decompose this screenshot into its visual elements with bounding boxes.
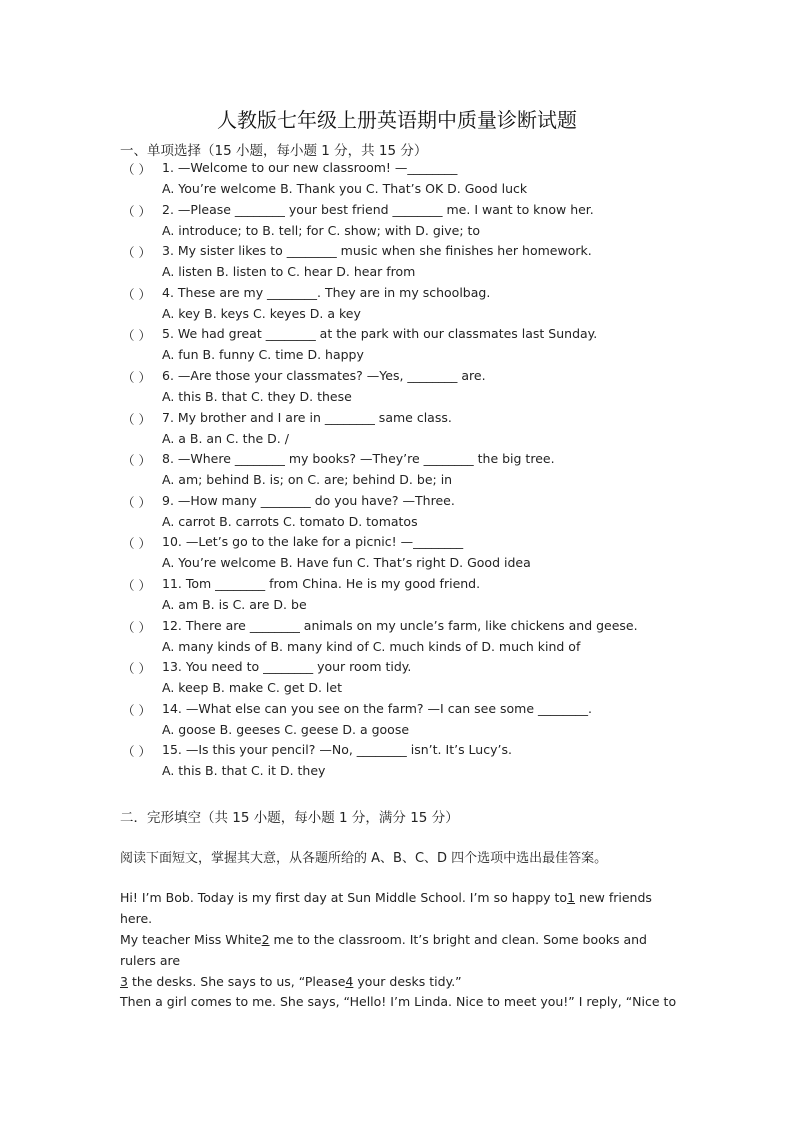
question-stem: 7. My brother and I are in ________ same class. [162, 410, 452, 425]
question-item [122, 493, 455, 513]
question-item [122, 701, 592, 721]
question-item [122, 243, 592, 263]
question-options: A. goose B. geeses C. geese D. a goose [162, 722, 410, 737]
question-item [122, 451, 555, 471]
question-stem: 10. —Let’s go to the lake for a picnic! —________ [162, 534, 464, 549]
answer-parentheses: （ ） [122, 287, 151, 302]
question-options: A. introduce; to B. tell; for C. show; with D. give; to [162, 223, 481, 238]
answer-parentheses: （ ） [122, 744, 151, 759]
question-options: A. this B. that C. they D. these [162, 389, 352, 404]
question-item [122, 618, 638, 638]
question-stem: 4. These are my ________. They are in my schoolbag. [162, 285, 491, 300]
answer-parentheses: （ ） [122, 578, 151, 593]
question-options: A. am; behind B. is; on C. are; behind D. be; in [162, 472, 453, 487]
passage-paragraph-2 [120, 929, 680, 992]
passage-paragraph-3: Then a girl comes to me. She says, “Hello! I’m Linda. Nice to meet you!” I reply, “Nice to [120, 994, 677, 1009]
question-options: A. fun B. funny C. time D. happy [162, 347, 364, 362]
question-stem: 8. —Where ________ my books? —They’re ________ the big tree. [162, 451, 555, 466]
question-options: A. a B. an C. the D. / [162, 431, 289, 446]
answer-parentheses: （ ） [122, 661, 151, 676]
section2-instruction: 阅读下面短文，掌握其大意，从各题所给的 A、B、C、D 四个选项中选出最佳答案。 [120, 851, 608, 866]
question-stem: 9. —How many ________ do you have? —Three. [162, 493, 455, 508]
question-stem: 14. —What else can you see on the farm? —I can see some ________. [162, 701, 592, 716]
question-options: A. many kinds of B. many kind of C. much kinds of D. much kind of [162, 639, 581, 654]
passage-text: me to the classroom. It’s bright and clean. Some books and rulers are [120, 932, 647, 968]
blank-number: 4 [345, 974, 354, 989]
answer-parentheses: （ ） [122, 703, 151, 718]
question-stem: 12. There are ________ animals on my uncle’s farm, like chickens and geese. [162, 618, 638, 633]
question-options: A. You’re welcome B. Thank you C. That’s OK D. Good luck [162, 181, 528, 196]
question-options: A. carrot B. carrots C. tomato D. tomatos [162, 514, 418, 529]
answer-parentheses: （ ） [122, 620, 151, 635]
question-options: A. key B. keys C. keyes D. a key [162, 306, 361, 321]
question-item [122, 160, 458, 180]
exam-title: 人教版七年级上册英语期中质量诊断试题 [217, 108, 577, 132]
passage-text: My teacher Miss White [120, 932, 262, 947]
question-stem: 11. Tom ________ from China. He is my good friend. [162, 576, 481, 591]
question-options: A. listen B. listen to C. hear D. hear from [162, 264, 416, 279]
question-options: A. am B. is C. are D. be [162, 597, 307, 612]
section1-heading: 一、单项选择（15 小题，每小题 1 分，共 15 分） [120, 143, 428, 159]
question-options: A. You’re welcome B. Have fun C. That’s right D. Good idea [162, 555, 531, 570]
answer-parentheses: （ ） [122, 370, 151, 385]
question-item [122, 368, 486, 388]
question-stem: 6. —Are those your classmates? —Yes, ________ are. [162, 368, 486, 383]
answer-parentheses: （ ） [122, 412, 151, 427]
answer-parentheses: （ ） [122, 245, 151, 260]
question-stem: 15. —Is this your pencil? —No, ________ isn’t. It’s Lucy’s. [162, 742, 512, 757]
answer-parentheses: （ ） [122, 536, 151, 551]
question-item [122, 202, 594, 222]
blank-number: 1 [567, 890, 576, 905]
answer-parentheses: （ ） [122, 453, 151, 468]
blank-number: 3 [120, 974, 128, 989]
passage-text: the desks. She says to us, “Please [131, 974, 346, 989]
question-item [122, 326, 598, 346]
question-stem: 13. You need to ________ your room tidy. [162, 659, 412, 674]
answer-parentheses: （ ） [122, 204, 151, 219]
passage-text: new friends here. [120, 890, 652, 926]
passage-text: Hi! I’m Bob. Today is my first day at Sun Middle School. I’m so happy to [120, 890, 568, 905]
question-stem: 5. We had great ________ at the park with our classmates last Sunday. [162, 326, 598, 341]
answer-parentheses: （ ） [122, 495, 151, 510]
section2-heading: 二．完形填空（共 15 小题，每小题 1 分，满分 15 分） [120, 810, 459, 826]
answer-parentheses: （ ） [122, 162, 151, 177]
question-options: A. keep B. make C. get D. let [162, 680, 342, 695]
blank-number: 2 [261, 932, 270, 947]
question-stem: 2. —Please ________ your best friend ________ me. I want to know her. [162, 202, 594, 217]
question-item [122, 285, 491, 305]
question-item [122, 742, 512, 762]
question-item [122, 534, 464, 554]
question-options: A. this B. that C. it D. they [162, 763, 326, 778]
passage-paragraph-1 [120, 887, 680, 929]
question-stem: 1. —Welcome to our new classroom! —________ [162, 160, 458, 175]
question-item [122, 410, 452, 430]
question-item [122, 576, 481, 596]
question-item [122, 659, 412, 679]
question-stem: 3. My sister likes to ________ music when she finishes her homework. [162, 243, 592, 258]
answer-parentheses: （ ） [122, 328, 151, 343]
passage-text: your desks tidy.” [357, 974, 462, 989]
